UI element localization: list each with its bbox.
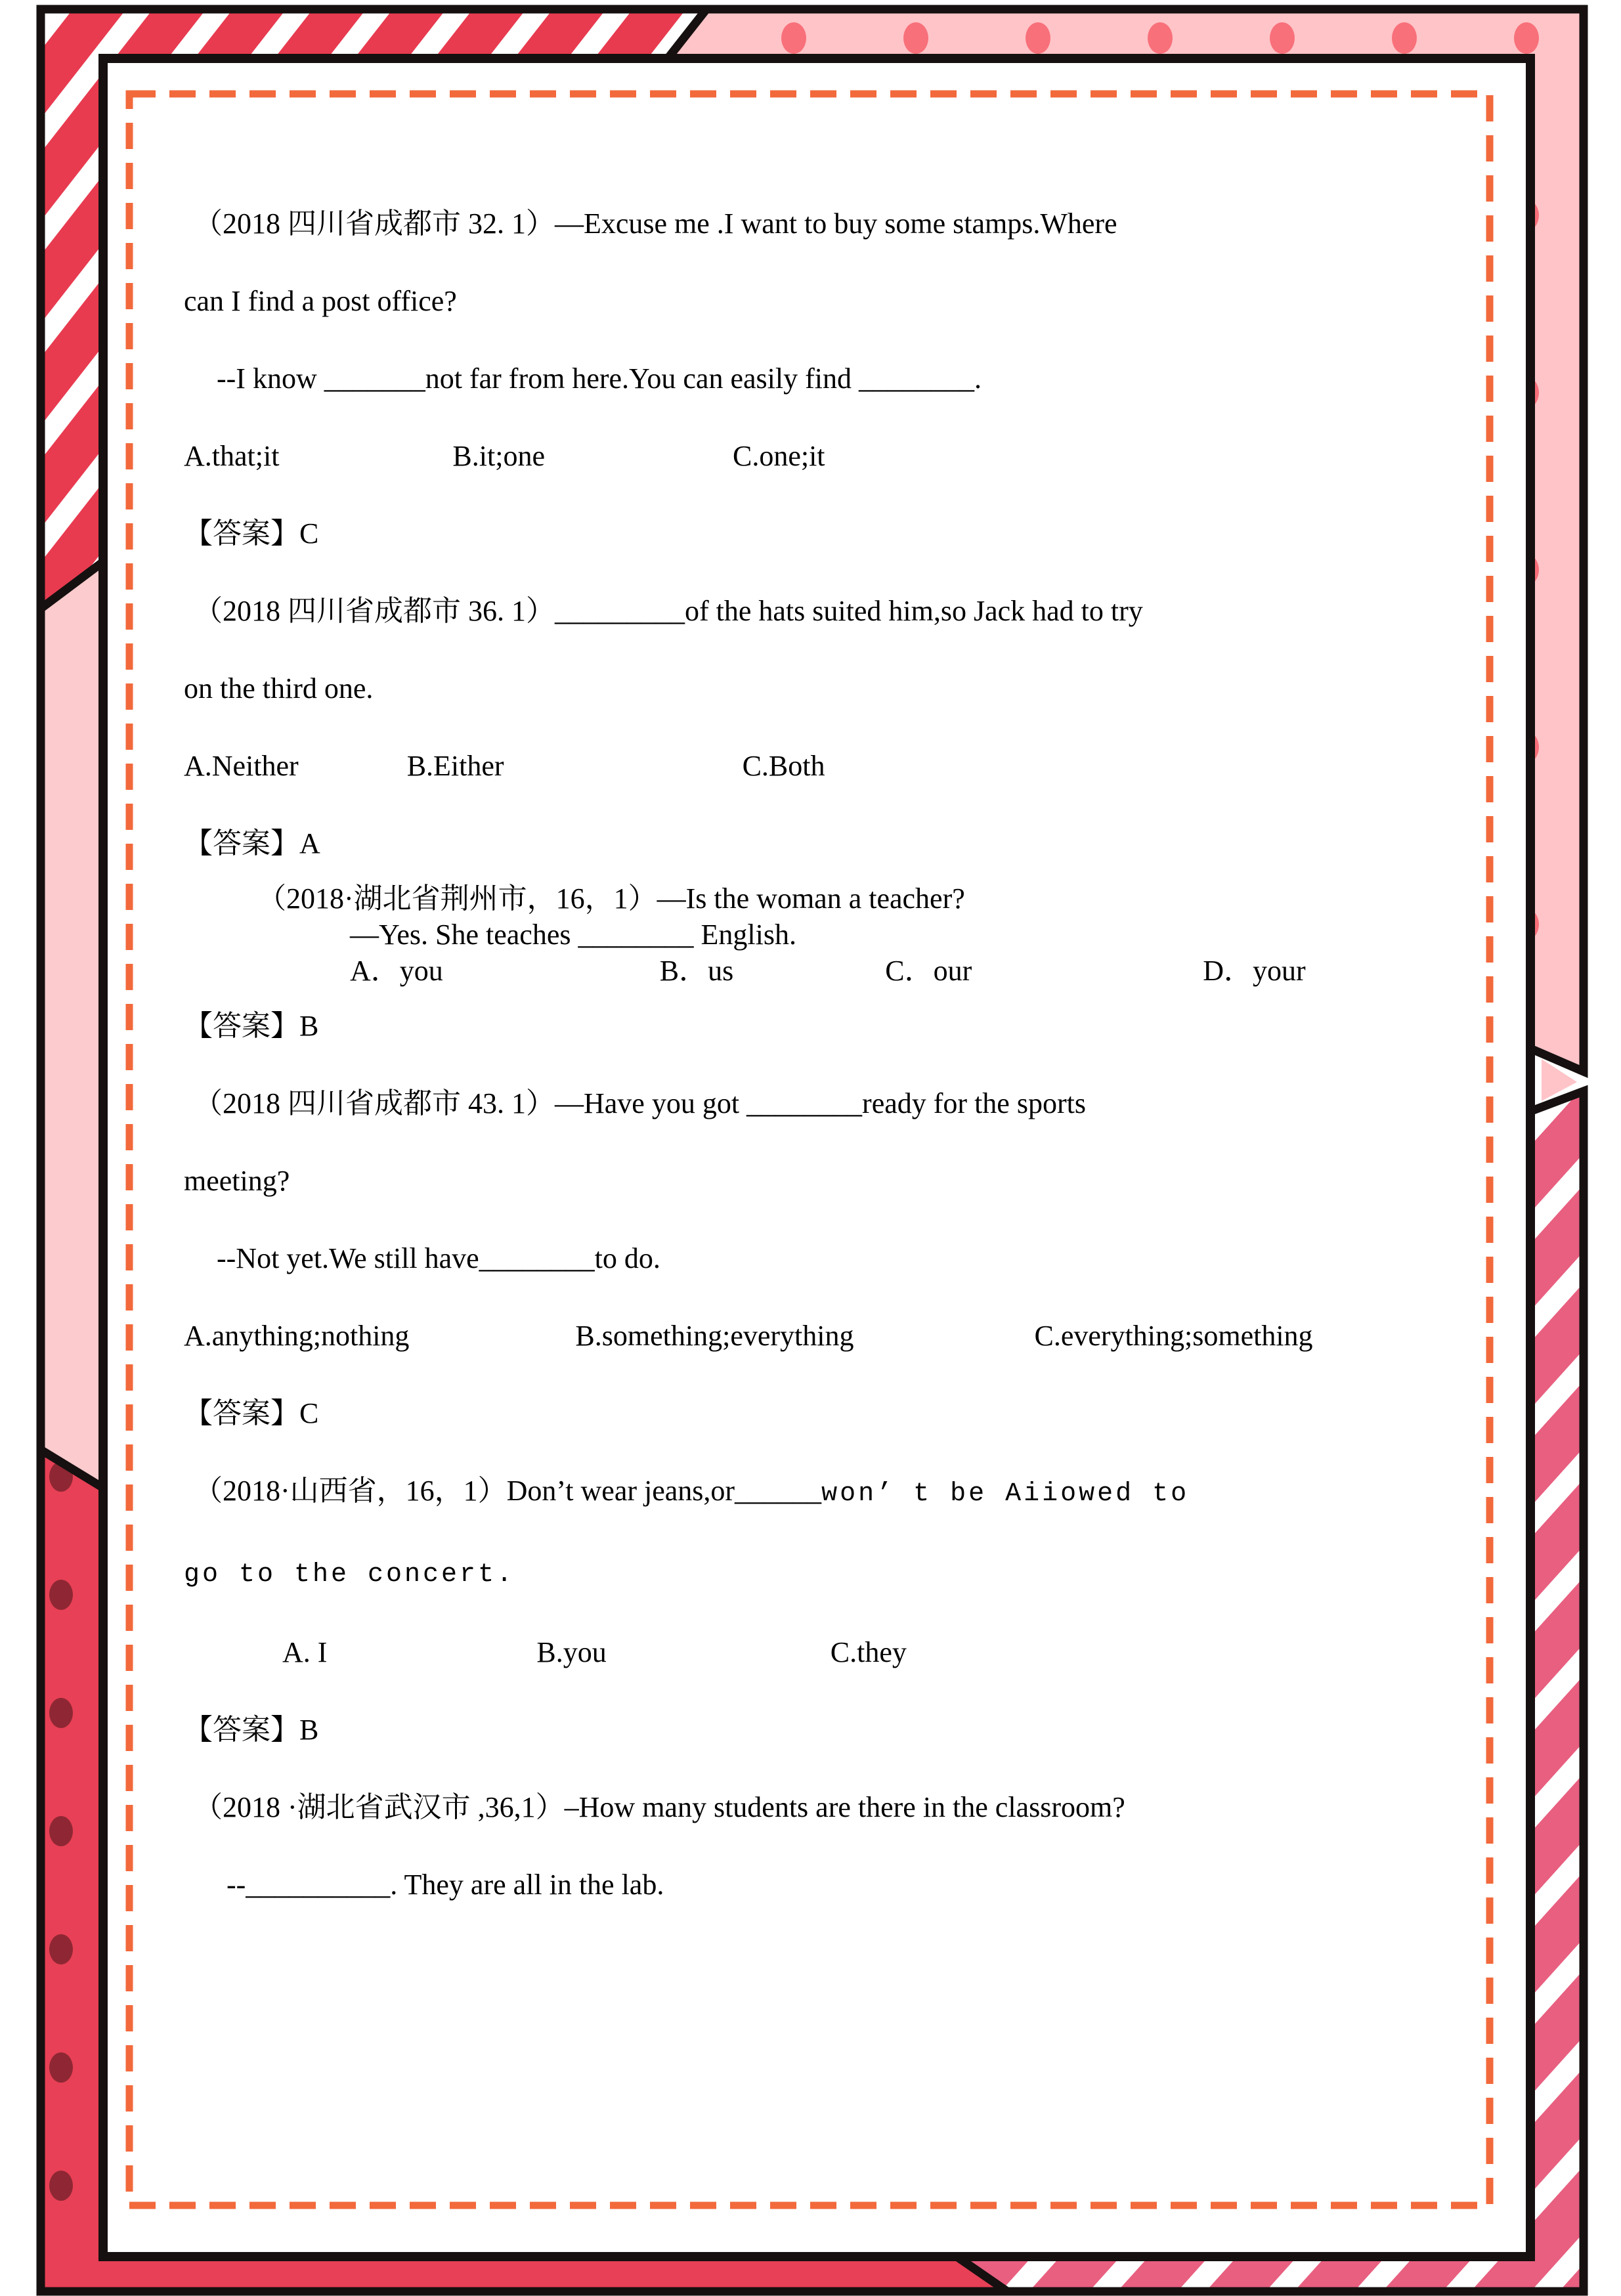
text-line xyxy=(184,1866,1497,1904)
text-segment: on the third one. xyxy=(184,672,374,704)
text-line xyxy=(184,1711,1497,1749)
text-segment: 【答案】C xyxy=(184,1397,319,1429)
text-line xyxy=(184,205,1497,243)
text-segment: （2018 四川省成都市 43. 1）—Have you got ________ready for the sports xyxy=(194,1087,1086,1119)
text-segment: （2018 四川省成都市 32. 1）—Excuse me .I want to buy some stamps.Where xyxy=(194,207,1117,240)
text-segment: （2018 ·湖北省武汉市 ,36,1）–How many students are there in the classroom? xyxy=(194,1791,1125,1823)
text-line xyxy=(184,1553,1497,1594)
text-line xyxy=(184,1788,1497,1827)
text-segment: go to the concert. xyxy=(184,1560,515,1590)
text-segment: won’ t be Aiiowed to xyxy=(821,1479,1190,1509)
text-line xyxy=(184,1162,1497,1200)
text-line xyxy=(184,1472,1497,1513)
text-segment: can I find a post office? xyxy=(184,285,457,317)
text-segment: 【答案】B xyxy=(184,1714,319,1746)
text-line xyxy=(184,952,1497,990)
text-line xyxy=(184,916,1497,954)
text-line xyxy=(184,825,1497,863)
text-line xyxy=(184,1085,1497,1123)
text-segment: 【答案】A xyxy=(184,827,320,859)
text-line xyxy=(184,437,1497,475)
text-line xyxy=(184,360,1497,398)
text-segment: --I know _______not far from here.You can easily find ________. xyxy=(217,362,982,395)
text-line xyxy=(184,670,1497,708)
text-segment: A. I B.you C.they xyxy=(282,1636,907,1668)
text-line xyxy=(184,1395,1497,1433)
document-lines xyxy=(184,205,1497,1904)
text-line xyxy=(184,1240,1497,1278)
text-segment: A.Neither B.Either C.Both xyxy=(184,750,825,782)
text-segment: --__________. They are all in the lab. xyxy=(227,1869,664,1901)
text-segment: （2018·湖北省荆州市，16，1）—Is the woman a teacher? xyxy=(257,882,965,915)
text-line xyxy=(184,592,1497,630)
text-segment: A.that;it B.it;one C.one;it xyxy=(184,440,825,472)
text-line xyxy=(184,1317,1497,1355)
text-segment: meeting? xyxy=(184,1165,290,1197)
text-segment: （2018·山西省，16，1）Don’t wear jeans,or______ xyxy=(194,1475,822,1507)
text-segment: A．you B．us C．our D．your xyxy=(350,955,1306,987)
text-line xyxy=(184,515,1497,553)
text-segment: 【答案】C xyxy=(184,517,319,550)
text-line xyxy=(184,747,1497,785)
text-segment: A.anything;nothing B.something;everything C.everything;something xyxy=(184,1320,1313,1352)
text-line xyxy=(184,1634,1497,1672)
text-segment: （2018 四川省成都市 36. 1）_________of the hats suited him,so Jack had to try xyxy=(194,595,1143,627)
text-segment: 【答案】B xyxy=(184,1010,319,1042)
text-line xyxy=(184,880,1497,918)
text-line xyxy=(184,282,1497,320)
text-segment: —Yes. She teaches ________ English. xyxy=(350,919,796,951)
text-line xyxy=(184,1007,1497,1045)
worksheet-content xyxy=(108,63,1524,2252)
text-segment: --Not yet.We still have________to do. xyxy=(217,1242,660,1274)
